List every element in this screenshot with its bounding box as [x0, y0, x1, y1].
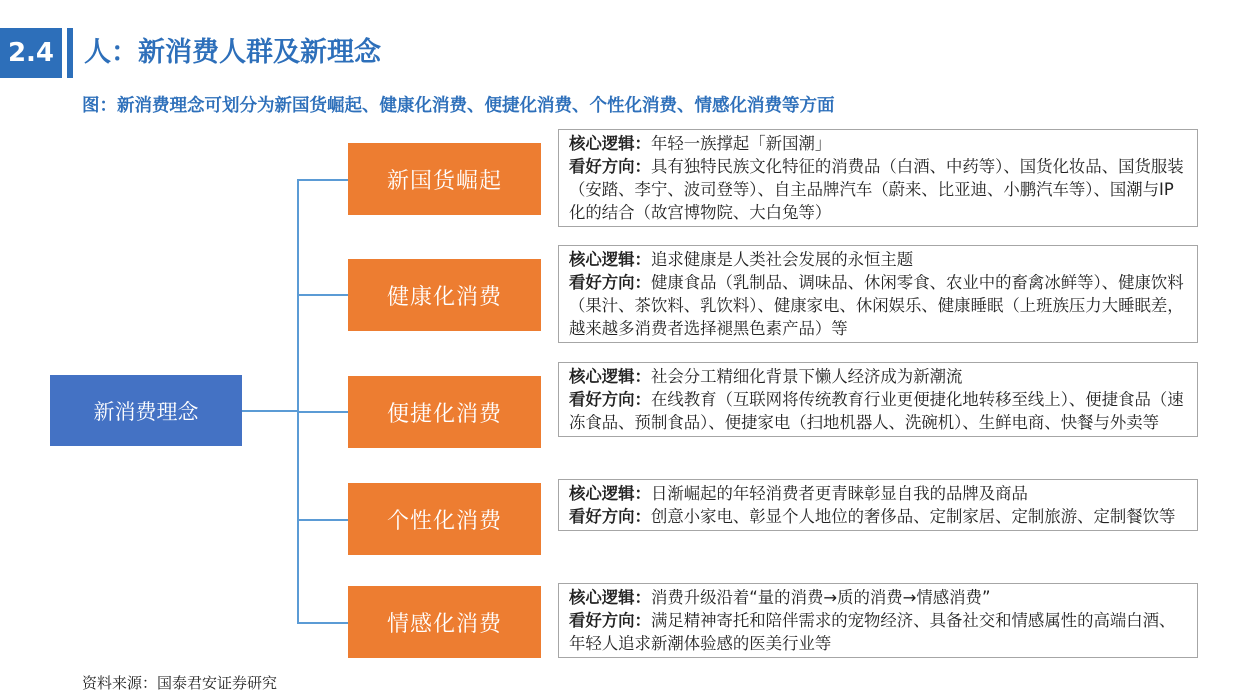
- direction-line: 看好方向：健康食品（乳制品、调味品、休闲零食、农业中的畜禽冰鲜等）、健康饮料（果汁、茶饮料、乳饮料）、健康家电、休闲娱乐、健康睡眠（上班族压力大睡眠差，越来越多消费者选择褪黑色素产品）等: [569, 273, 1184, 338]
- branch-node-personalized: 个性化消费: [348, 483, 541, 555]
- branch-connector-line: [297, 622, 348, 624]
- direction-line: 看好方向：具有独特民族文化特征的消费品（白酒、中药等）、国货化妆品、国货服装（安踏、李宁、波司登等）、自主品牌汽车（蔚来、比亚迪、小鹏汽车等）、国潮与IP化的结合（故宫博物院、大白兔等）: [569, 157, 1184, 222]
- section-divider-bar: [67, 28, 73, 78]
- branch-connector-line: [297, 179, 348, 181]
- direction-line: 看好方向：满足精神寄托和陪伴需求的宠物经济、具备社交和情感属性的高端白酒、年轻人追求新潮体验感的医美行业等: [569, 611, 1176, 653]
- branch-node-health: 健康化消费: [348, 259, 541, 331]
- key-logic-line: 核心逻辑：追求健康是人类社会发展的永恒主题: [569, 250, 914, 269]
- description-box-personalized: [558, 479, 1198, 531]
- description-box-health: [558, 245, 1198, 343]
- description-box-convenience: [558, 362, 1198, 437]
- branch-connector-line: [297, 294, 348, 296]
- trunk-vertical-line: [297, 179, 299, 623]
- key-logic-line: 核心逻辑：社会分工精细化背景下懒人经济成为新潮流: [569, 367, 963, 386]
- key-logic-line: 核心逻辑：年轻一族撑起「新国潮」: [569, 134, 832, 153]
- direction-line: 看好方向：在线教育（互联网将传统教育行业更便捷化地转移至线上）、便捷食品（速冻食品、预制食品）、便捷家电（扫地机器人、洗碗机）、生鲜电商、快餐与外卖等: [569, 390, 1184, 432]
- data-source-note: 资料来源：国泰君安证券研究: [82, 674, 278, 692]
- key-logic-line: 核心逻辑：日渐崛起的年轻消费者更青睐彰显自我的品牌及商品: [569, 484, 1028, 503]
- root-node: 新消费理念: [50, 375, 242, 446]
- figure-caption: 图：新消费理念可划分为新国货崛起、健康化消费、便捷化消费、个性化消费、情感化消费等方面: [82, 96, 835, 116]
- section-number-badge: 2.4: [0, 28, 62, 78]
- branch-node-convenience: 便捷化消费: [348, 376, 541, 448]
- branch-connector-line: [297, 519, 348, 521]
- key-logic-line: 核心逻辑：消费升级沿着“量的消费→质的消费→情感消费”: [569, 588, 991, 607]
- root-connector-line: [242, 410, 298, 412]
- branch-node-emotional: 情感化消费: [348, 586, 541, 658]
- description-box-new-domestic: [558, 129, 1198, 227]
- section-title: 人：新消费人群及新理念: [84, 37, 381, 68]
- description-box-emotional: [558, 583, 1198, 658]
- branch-connector-line: [297, 411, 348, 413]
- direction-line: 看好方向：创意小家电、彰显个人地位的奢侈品、定制家居、定制旅游、定制餐饮等: [569, 507, 1176, 526]
- branch-node-new-domestic: 新国货崛起: [348, 143, 541, 215]
